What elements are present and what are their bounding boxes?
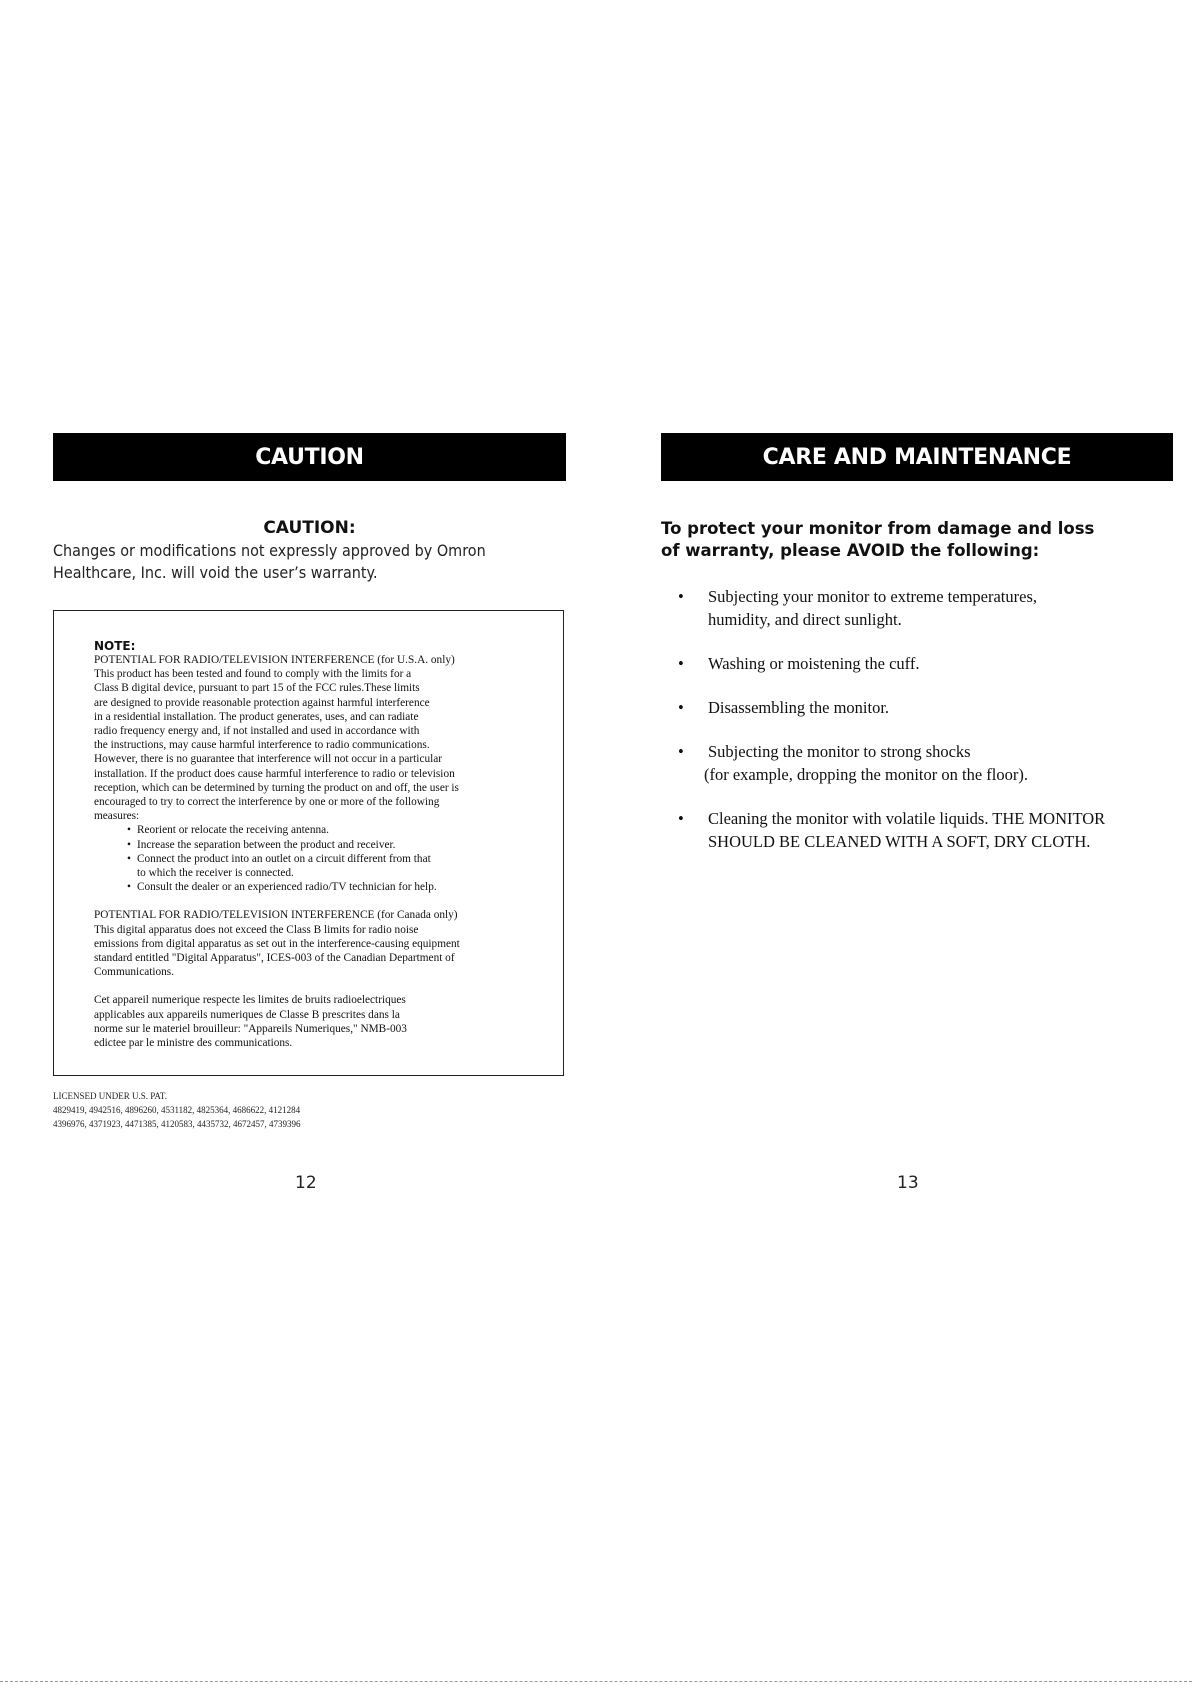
note-line: Cet appareil numerique respecte les limites de bruits radioelectriques (94, 994, 406, 1007)
measure-item: • Connect the product into an outlet on a circuit different from that (127, 852, 564, 866)
note-line: the instructions, may cause harmful interference to radio communications. (94, 739, 430, 752)
avoid-item-line-2: humidity, and direct sunlight. (708, 610, 902, 629)
bullet-icon: • (678, 587, 684, 606)
measure-item: • Consult the dealer or an experienced radio/TV technician for help. (127, 880, 564, 894)
note-line: However, there is no guarantee that interference will not occur in a particular (94, 753, 443, 766)
note-label: NOTE: (94, 639, 136, 653)
care-intro (661, 518, 1171, 562)
license-line-3: 4396976, 4371923, 4471385, 4120583, 4435732, 4672457, 4739396 (53, 1119, 301, 1129)
page-number-left: 12 (295, 1173, 317, 1193)
caution-banner: CAUTION (53, 433, 566, 481)
avoid-item-line-1: Subjecting your monitor to extreme temperatures, (708, 587, 1037, 606)
usa-interference-section (94, 653, 564, 823)
note-line: reception, which can be determined by turning the product on and off, the user is (94, 781, 459, 794)
avoid-item (678, 807, 1178, 853)
care-intro-line-1: To protect your monitor from damage and loss (661, 519, 1095, 538)
license-line-1: LICENSED UNDER U.S. PAT. (53, 1091, 168, 1101)
note-line: edictee par le ministre des communications. (94, 1037, 293, 1050)
note-line: This product has been tested and found to comply with the limits for a (94, 668, 412, 681)
note-line: applicables aux appareils numeriques de Classe B prescrites dans la (94, 1008, 400, 1021)
french-notice-section (94, 993, 564, 1050)
note-line: encouraged to try to correct the interference by one or more of the following (94, 796, 440, 809)
avoid-item-line-2: SHOULD BE CLEANED WITH A SOFT, DRY CLOTH. (708, 832, 1091, 851)
care-maintenance-banner: CARE AND MAINTENANCE (661, 433, 1173, 481)
avoid-item (678, 585, 1178, 631)
note-line: radio frequency energy and, if not installed and used in accordance with (94, 725, 420, 738)
license-line-2: 4829419, 4942516, 4896260, 4531182, 4825364, 4686622, 4121284 (53, 1105, 301, 1115)
bullet-icon: • (678, 654, 684, 673)
note-line: Communications. (94, 966, 175, 979)
note-line: are designed to provide reasonable protection against harmful interference (94, 696, 430, 709)
caution-text-line-2: Healthcare, Inc. will void the user’s warranty. (53, 563, 378, 582)
note-line: POTENTIAL FOR RADIO/TELEVISION INTERFERENCE (for Canada only) (94, 909, 458, 922)
interference-measures-list (94, 823, 564, 894)
note-content (94, 639, 564, 1050)
avoid-item-line-1: Cleaning the monitor with volatile liquids. THE MONITOR (708, 809, 1106, 828)
measure-item-continuation: to which the receiver is connected. (137, 867, 294, 880)
avoid-item-line-1: Subjecting the monitor to strong shocks (708, 742, 971, 761)
patent-license (53, 1089, 301, 1131)
avoid-item-line-1: Washing or moistening the cuff. (708, 654, 920, 673)
note-line: This digital apparatus does not exceed the Class B limits for radio noise (94, 923, 419, 936)
care-intro-line-2: of warranty, please AVOID the following: (661, 541, 1040, 560)
note-line: emissions from digital apparatus as set out in the interference-causing equipment (94, 937, 460, 950)
note-line: measures: (94, 810, 140, 823)
avoid-item (678, 652, 1178, 675)
note-line: Class B digital device, pursuant to part 15 of the FCC rules.These limits (94, 682, 420, 695)
measure-item: • Reorient or relocate the receiving antenna. (127, 823, 564, 837)
note-line: installation. If the product does cause harmful interference to radio or television (94, 767, 455, 780)
note-line: in a residential installation. The product generates, uses, and can radiate (94, 710, 419, 723)
avoid-item (678, 740, 1178, 786)
note-line: POTENTIAL FOR RADIO/TELEVISION INTERFERENCE (for U.S.A. only) (94, 654, 455, 666)
fcc-note-box (53, 610, 564, 1076)
caution-heading: CAUTION: (263, 518, 356, 538)
avoid-item-line-2: (for example, dropping the monitor on the floor). (704, 765, 1028, 784)
scan-edge-line (0, 1681, 1192, 1682)
bullet-icon: • (678, 809, 684, 828)
avoid-list (678, 585, 1178, 874)
avoid-item (678, 696, 1178, 719)
bullet-icon: • (678, 698, 684, 717)
note-line: norme sur le materiel brouilleur: "Appareils Numeriques," NMB-003 (94, 1022, 407, 1035)
note-line: standard entitled "Digital Apparatus", ICES-003 of the Canadian Department of (94, 952, 455, 965)
caution-text (53, 540, 572, 584)
avoid-item-line-1: Disassembling the monitor. (708, 698, 890, 717)
canada-interference-section (94, 908, 564, 979)
caution-text-line-1: Changes or modifications not expressly approved by Omron (53, 541, 486, 560)
bullet-icon: • (678, 742, 684, 761)
page-number-right: 13 (897, 1173, 919, 1193)
measure-item: • Increase the separation between the product and receiver. (127, 838, 564, 852)
